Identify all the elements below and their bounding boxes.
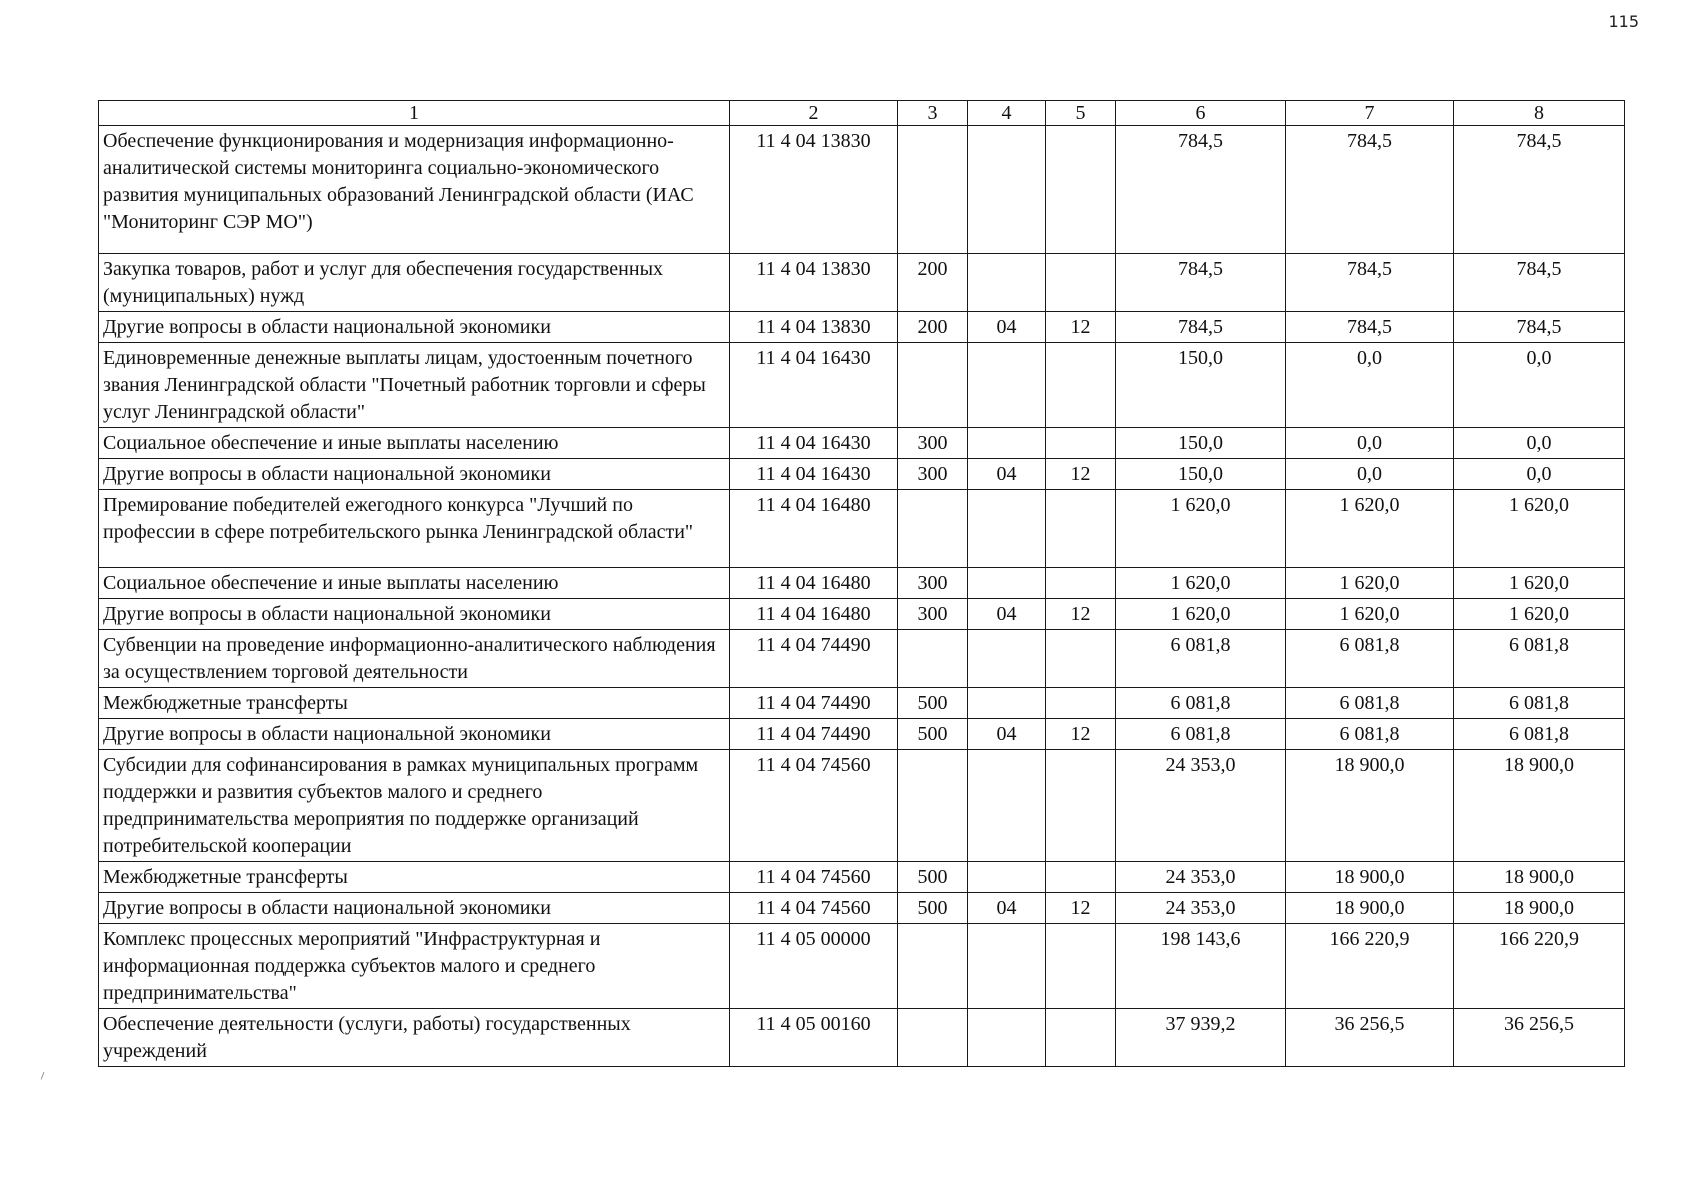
row-value-8: 0,0 [1454, 459, 1625, 490]
row-value-7: 1 620,0 [1286, 599, 1454, 630]
row-expense-type: 500 [898, 893, 968, 924]
row-value-6: 6 081,8 [1116, 688, 1286, 719]
row-value-7: 6 081,8 [1286, 630, 1454, 688]
row-code: 11 4 04 74560 [730, 893, 898, 924]
scan-mark [41, 1072, 47, 1081]
header-row [99, 101, 1625, 126]
row-value-7: 18 900,0 [1286, 750, 1454, 862]
row-expense-type [898, 924, 968, 1009]
row-code: 11 4 04 74490 [730, 719, 898, 750]
row-name: Субсидии для софинансирования в рамках муниципальных программ поддержки и развития субъектов малого и среднего предпринимательства мероприятия по поддержке организаций потребительской кооперации [99, 750, 730, 862]
row-section [968, 862, 1046, 893]
row-expense-type: 500 [898, 688, 968, 719]
row-expense-type [898, 490, 968, 568]
row-code: 11 4 04 16480 [730, 490, 898, 568]
row-value-8: 18 900,0 [1454, 893, 1625, 924]
row-subsection [1046, 490, 1116, 568]
row-value-6: 784,5 [1116, 312, 1286, 343]
row-name: Комплекс процессных мероприятий "Инфраструктурная и информационная поддержка субъектов малого и среднего предпринимательства" [99, 924, 730, 1009]
header-cell: 6 [1116, 101, 1286, 126]
row-subsection: 12 [1046, 719, 1116, 750]
row-name: Другие вопросы в области национальной экономики [99, 719, 730, 750]
row-code: 11 4 04 13830 [730, 126, 898, 254]
row-value-6: 6 081,8 [1116, 630, 1286, 688]
row-subsection: 12 [1046, 893, 1116, 924]
row-value-6: 1 620,0 [1116, 599, 1286, 630]
row-value-6: 198 143,6 [1116, 924, 1286, 1009]
row-code: 11 4 04 16430 [730, 343, 898, 428]
row-value-7: 166 220,9 [1286, 924, 1454, 1009]
row-subsection [1046, 688, 1116, 719]
row-value-7: 6 081,8 [1286, 688, 1454, 719]
row-value-6: 24 353,0 [1116, 862, 1286, 893]
row-value-8: 0,0 [1454, 343, 1625, 428]
table-row [99, 490, 1625, 568]
row-name: Обеспечение деятельности (услуги, работы) государственных учреждений [99, 1009, 730, 1067]
budget-table [98, 100, 1625, 1067]
row-value-6: 6 081,8 [1116, 719, 1286, 750]
row-value-6: 1 620,0 [1116, 490, 1286, 568]
row-name: Премирование победителей ежегодного конкурса "Лучший по профессии в сфере потребительского рынка Ленинградской области" [99, 490, 730, 568]
row-subsection [1046, 428, 1116, 459]
row-value-6: 24 353,0 [1116, 893, 1286, 924]
row-name: Другие вопросы в области национальной экономики [99, 893, 730, 924]
row-value-8: 6 081,8 [1454, 630, 1625, 688]
row-value-6: 24 353,0 [1116, 750, 1286, 862]
row-value-8: 6 081,8 [1454, 688, 1625, 719]
row-subsection [1046, 1009, 1116, 1067]
row-value-8: 36 256,5 [1454, 1009, 1625, 1067]
row-value-7: 1 620,0 [1286, 490, 1454, 568]
row-expense-type: 300 [898, 599, 968, 630]
row-section [968, 254, 1046, 312]
table-row [99, 630, 1625, 688]
row-section [968, 343, 1046, 428]
row-section [968, 126, 1046, 254]
row-section [968, 750, 1046, 862]
row-value-7: 36 256,5 [1286, 1009, 1454, 1067]
header-cell: 2 [730, 101, 898, 126]
row-subsection [1046, 254, 1116, 312]
row-name: Межбюджетные трансферты [99, 862, 730, 893]
row-value-8: 1 620,0 [1454, 568, 1625, 599]
table-row [99, 428, 1625, 459]
row-expense-type [898, 126, 968, 254]
row-value-7: 784,5 [1286, 254, 1454, 312]
row-section [968, 568, 1046, 599]
row-value-8: 0,0 [1454, 428, 1625, 459]
table-row [99, 343, 1625, 428]
table-row [99, 254, 1625, 312]
row-value-8: 784,5 [1454, 254, 1625, 312]
row-name: Единовременные денежные выплаты лицам, удостоенным почетного звания Ленинградской области "Почетный работник торговли и сферы услуг Ленинградской области" [99, 343, 730, 428]
row-value-7: 1 620,0 [1286, 568, 1454, 599]
row-value-8: 1 620,0 [1454, 490, 1625, 568]
row-section: 04 [968, 893, 1046, 924]
row-value-7: 18 900,0 [1286, 893, 1454, 924]
table-row [99, 750, 1625, 862]
row-value-7: 6 081,8 [1286, 719, 1454, 750]
header-cell: 1 [99, 101, 730, 126]
row-subsection: 12 [1046, 312, 1116, 343]
row-value-8: 6 081,8 [1454, 719, 1625, 750]
table-row [99, 719, 1625, 750]
row-value-8: 784,5 [1454, 312, 1625, 343]
row-section [968, 1009, 1046, 1067]
row-code: 11 4 04 74560 [730, 862, 898, 893]
row-expense-type: 500 [898, 862, 968, 893]
row-name: Субвенции на проведение информационно-аналитического наблюдения за осуществлением торговой деятельности [99, 630, 730, 688]
row-code: 11 4 04 74490 [730, 630, 898, 688]
table-row [99, 893, 1625, 924]
row-value-6: 150,0 [1116, 428, 1286, 459]
row-code: 11 4 05 00160 [730, 1009, 898, 1067]
row-expense-type [898, 1009, 968, 1067]
row-value-6: 150,0 [1116, 343, 1286, 428]
row-value-7: 784,5 [1286, 312, 1454, 343]
row-subsection: 12 [1046, 459, 1116, 490]
row-value-8: 784,5 [1454, 126, 1625, 254]
row-subsection: 12 [1046, 599, 1116, 630]
row-expense-type: 300 [898, 568, 968, 599]
row-name: Закупка товаров, работ и услуг для обеспечения государственных (муниципальных) нужд [99, 254, 730, 312]
row-name: Социальное обеспечение и иные выплаты населению [99, 428, 730, 459]
row-subsection [1046, 630, 1116, 688]
row-code: 11 4 04 16430 [730, 428, 898, 459]
row-section: 04 [968, 599, 1046, 630]
row-code: 11 4 04 74490 [730, 688, 898, 719]
row-section [968, 490, 1046, 568]
table-row [99, 568, 1625, 599]
row-subsection [1046, 343, 1116, 428]
row-subsection [1046, 862, 1116, 893]
row-name: Другие вопросы в области национальной экономики [99, 599, 730, 630]
table-row [99, 459, 1625, 490]
row-section [968, 924, 1046, 1009]
table-row [99, 312, 1625, 343]
row-subsection [1046, 924, 1116, 1009]
row-value-7: 18 900,0 [1286, 862, 1454, 893]
row-name: Обеспечение функционирования и модернизация информационно-аналитической системы мониторинга социально-экономического развития муниципальных образований Ленинградской области (ИАС "Мониторинг СЭР МО") [99, 126, 730, 254]
row-expense-type: 500 [898, 719, 968, 750]
row-code: 11 4 04 16480 [730, 599, 898, 630]
row-value-8: 166 220,9 [1454, 924, 1625, 1009]
row-code: 11 4 04 13830 [730, 312, 898, 343]
row-value-6: 37 939,2 [1116, 1009, 1286, 1067]
table-row [99, 599, 1625, 630]
row-name: Другие вопросы в области национальной экономики [99, 459, 730, 490]
row-section: 04 [968, 459, 1046, 490]
page-number: 115 [1608, 12, 1639, 31]
row-value-7: 0,0 [1286, 459, 1454, 490]
table-row [99, 1009, 1625, 1067]
table-row [99, 862, 1625, 893]
row-subsection [1046, 750, 1116, 862]
row-section [968, 688, 1046, 719]
row-value-7: 0,0 [1286, 428, 1454, 459]
row-code: 11 4 04 16430 [730, 459, 898, 490]
row-expense-type [898, 630, 968, 688]
row-section: 04 [968, 719, 1046, 750]
row-value-8: 1 620,0 [1454, 599, 1625, 630]
row-name: Социальное обеспечение и иные выплаты населению [99, 568, 730, 599]
header-cell: 8 [1454, 101, 1625, 126]
row-value-6: 150,0 [1116, 459, 1286, 490]
row-value-7: 0,0 [1286, 343, 1454, 428]
row-code: 11 4 04 16480 [730, 568, 898, 599]
row-value-8: 18 900,0 [1454, 862, 1625, 893]
row-section [968, 428, 1046, 459]
row-expense-type: 200 [898, 254, 968, 312]
row-value-7: 784,5 [1286, 126, 1454, 254]
row-section [968, 630, 1046, 688]
header-cell: 7 [1286, 101, 1454, 126]
row-code: 11 4 05 00000 [730, 924, 898, 1009]
header-cell: 5 [1046, 101, 1116, 126]
row-value-6: 784,5 [1116, 126, 1286, 254]
row-code: 11 4 04 74560 [730, 750, 898, 862]
row-value-8: 18 900,0 [1454, 750, 1625, 862]
row-name: Межбюджетные трансферты [99, 688, 730, 719]
row-expense-type [898, 343, 968, 428]
row-expense-type: 300 [898, 459, 968, 490]
row-expense-type [898, 750, 968, 862]
table-row [99, 126, 1625, 254]
row-subsection [1046, 126, 1116, 254]
header-cell: 3 [898, 101, 968, 126]
row-expense-type: 200 [898, 312, 968, 343]
row-expense-type: 300 [898, 428, 968, 459]
row-subsection [1046, 568, 1116, 599]
row-code: 11 4 04 13830 [730, 254, 898, 312]
header-cell: 4 [968, 101, 1046, 126]
row-name: Другие вопросы в области национальной экономики [99, 312, 730, 343]
row-section: 04 [968, 312, 1046, 343]
row-value-6: 1 620,0 [1116, 568, 1286, 599]
table-row [99, 924, 1625, 1009]
table-row [99, 688, 1625, 719]
row-value-6: 784,5 [1116, 254, 1286, 312]
